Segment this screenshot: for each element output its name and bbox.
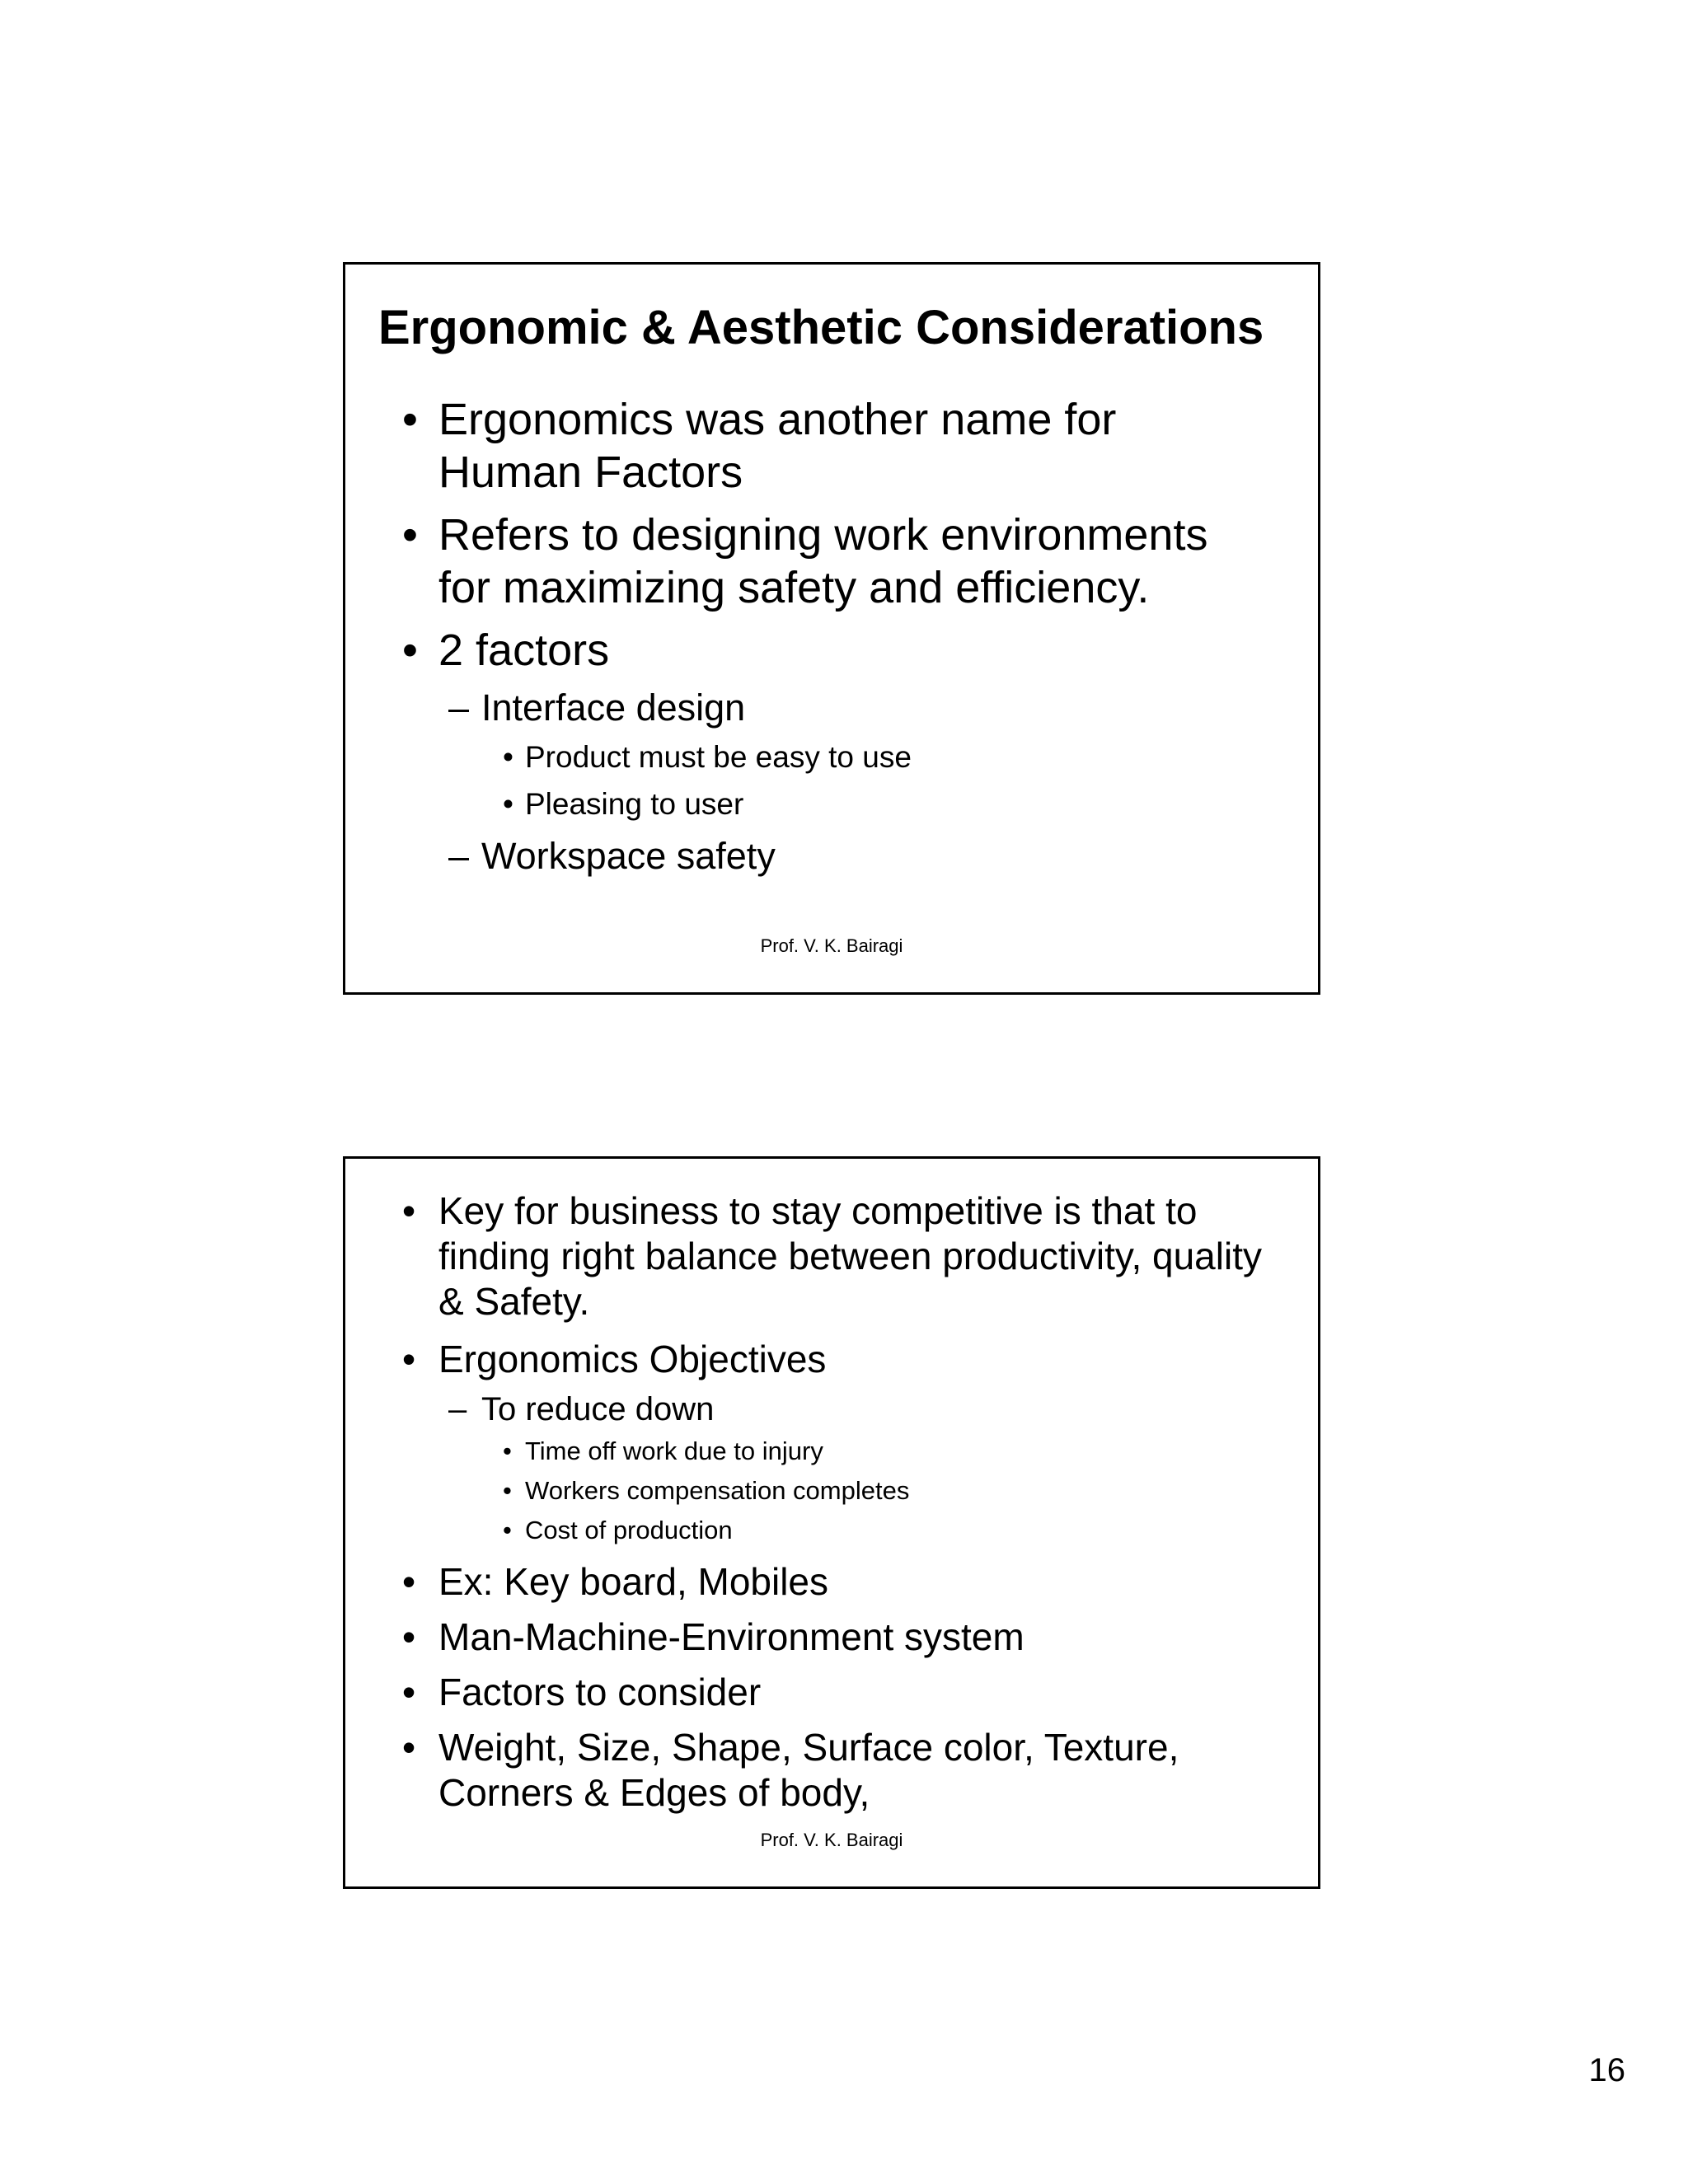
bullet-text: Ex: Key board, Mobiles bbox=[438, 1560, 829, 1603]
bullet-item bbox=[402, 1670, 1263, 1715]
bullet-marker: • bbox=[503, 787, 513, 821]
sub-bullet-item bbox=[448, 686, 1264, 730]
bullet-marker: • bbox=[402, 1560, 416, 1603]
sub-bullet-text: Workspace safety bbox=[481, 835, 776, 877]
bullet-text: Refers to designing work environments for maximizing safety and efficiency. bbox=[438, 510, 1208, 612]
slide-footer: Prof. V. K. Bairagi bbox=[760, 1830, 903, 1850]
bullet-marker: • bbox=[402, 395, 418, 444]
slide-ergonomics-objectives bbox=[343, 1156, 1320, 1889]
dash-marker: – bbox=[448, 835, 470, 877]
sub-sub-bullet-text: Workers compensation completes bbox=[525, 1476, 910, 1505]
bullet-text: Weight, Size, Shape, Surface color, Texture, Corners & Edges of body, bbox=[438, 1726, 1179, 1814]
bullet-marker: • bbox=[503, 1436, 512, 1465]
slide-ergonomic-aesthetic bbox=[343, 262, 1320, 995]
sub-sub-bullet-text: Product must be easy to use bbox=[525, 740, 912, 774]
bullet-item bbox=[402, 1615, 1263, 1660]
bullet-marker: • bbox=[402, 1615, 416, 1658]
bullet-item bbox=[402, 1559, 1263, 1605]
bullet-text: Man-Machine-Environment system bbox=[438, 1615, 1025, 1658]
bullet-marker: • bbox=[402, 1726, 416, 1769]
sub-sub-bullet-item bbox=[503, 1436, 1267, 1467]
bullet-text: Factors to consider bbox=[438, 1671, 762, 1713]
dash-marker: – bbox=[448, 687, 470, 729]
bullet-text: Ergonomics Objectives bbox=[438, 1338, 827, 1380]
bullet-text: Key for business to stay competitive is that to finding right balance between productivity, quality & Safety. bbox=[438, 1189, 1262, 1323]
bullet-marker: • bbox=[402, 1189, 416, 1232]
bullet-text: 2 factors bbox=[438, 626, 610, 675]
sub-bullet-text: Interface design bbox=[481, 687, 746, 729]
sub-bullet-text: To reduce down bbox=[481, 1391, 715, 1427]
bullet-marker: • bbox=[503, 1516, 512, 1544]
slide-title: Ergonomic & Aesthetic Considerations bbox=[378, 301, 1264, 354]
sub-sub-bullet-item bbox=[503, 1475, 1267, 1507]
sub-sub-bullet-text: Time off work due to injury bbox=[525, 1436, 823, 1465]
dash-marker: – bbox=[448, 1391, 467, 1427]
bullet-marker: • bbox=[503, 740, 513, 774]
bullet-item bbox=[402, 393, 1263, 499]
bullet-item bbox=[402, 509, 1263, 614]
bullet-item bbox=[402, 1188, 1263, 1324]
bullet-item bbox=[402, 624, 1263, 677]
sub-sub-bullet-item bbox=[503, 786, 1267, 823]
sub-bullet-item bbox=[448, 1390, 1264, 1429]
bullet-marker: • bbox=[402, 626, 418, 675]
sub-sub-bullet-item bbox=[503, 1515, 1267, 1546]
bullet-item bbox=[402, 1725, 1263, 1816]
sub-bullet-item bbox=[448, 834, 1264, 879]
bullet-text: Ergonomics was another name for Human Factors bbox=[438, 395, 1117, 497]
sub-sub-bullet-text: Cost of production bbox=[525, 1516, 733, 1544]
bullet-item bbox=[402, 1337, 1263, 1382]
sub-sub-bullet-item bbox=[503, 739, 1267, 776]
bullet-marker: • bbox=[402, 1338, 416, 1380]
bullet-marker: • bbox=[503, 1476, 512, 1505]
page-number: 16 bbox=[1588, 2052, 1625, 2088]
slide-footer: Prof. V. K. Bairagi bbox=[760, 935, 903, 956]
bullet-marker: • bbox=[402, 510, 418, 560]
sub-sub-bullet-text: Pleasing to user bbox=[525, 787, 744, 821]
bullet-marker: • bbox=[402, 1671, 416, 1713]
